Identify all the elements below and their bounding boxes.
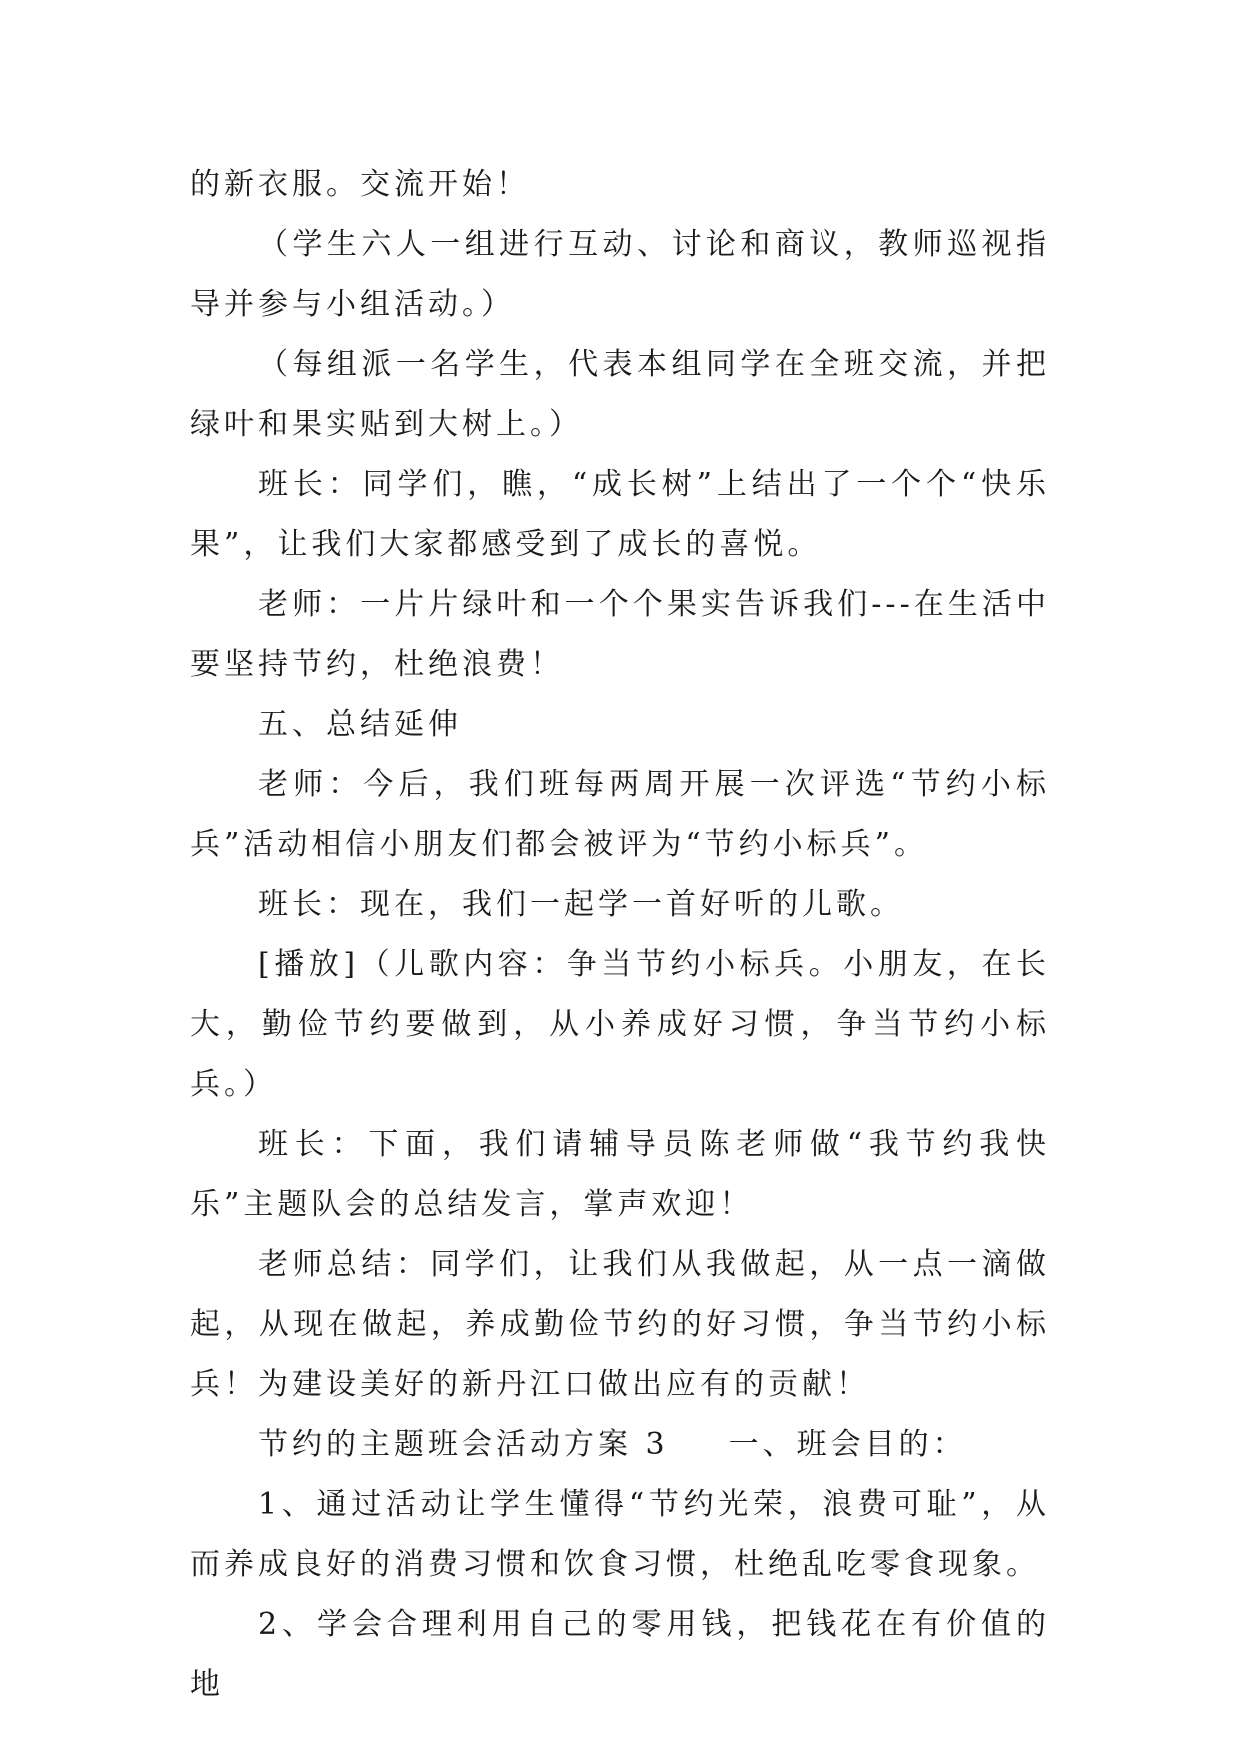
paragraph: 班长：现在，我们一起学一首好听的儿歌。 bbox=[258, 887, 904, 922]
paragraph: （每组派一名学生，代表本组同学在全班交流，并把绿叶和果实贴到大树上。） bbox=[190, 347, 1050, 442]
paragraph: 班长：下面，我们请辅导员陈老师做“我节约我快乐”主题队会的总结发言，掌声欢迎！ bbox=[190, 1127, 1050, 1222]
paragraph: 老师：今后，我们班每两周开展一次评选“节约小标兵”活动相信小朋友们都会被评为“节约小标兵”。 bbox=[190, 767, 1050, 862]
paragraph: [播放]（儿歌内容：争当节约小标兵。小朋友，在长大，勤俭节约要做到，从小养成好习惯，争当节约小标兵。） bbox=[190, 947, 1050, 1102]
paragraph: 2、学会合理利用自己的零用钱，把钱花在有价值的地 bbox=[190, 1607, 1050, 1702]
plan-section-heading: 一、班会目的： bbox=[728, 1427, 967, 1462]
paragraph: 的新衣服。交流开始！ bbox=[190, 167, 530, 202]
paragraph: 1、通过活动让学生懂得“节约光荣，浪费可耻”，从而养成良好的消费习惯和饮食习惯，杜绝乱吃零食现象。 bbox=[190, 1487, 1050, 1582]
paragraph: （学生六人一组进行互动、讨论和商议，教师巡视指导并参与小组活动。） bbox=[190, 227, 1050, 322]
section-heading: 五、总结延伸 bbox=[258, 707, 462, 742]
paragraph: 老师：一片片绿叶和一个个果实告诉我们---在生活中要坚持节约，杜绝浪费！ bbox=[190, 587, 1050, 682]
paragraph: 班长：同学们，瞧，“成长树”上结出了一个个“快乐果”，让我们大家都感受到了成长的喜悦。 bbox=[190, 467, 1050, 562]
document-body bbox=[190, 155, 1050, 1715]
paragraph: 老师总结：同学们，让我们从我做起，从一点一滴做起，从现在做起，养成勤俭节约的好习惯，争当节约小标兵！为建设美好的新丹江口做出应有的贡献！ bbox=[190, 1247, 1050, 1402]
plan-title: 节约的主题班会活动方案 3 bbox=[258, 1427, 669, 1462]
plan-heading-line bbox=[190, 1415, 1050, 1475]
